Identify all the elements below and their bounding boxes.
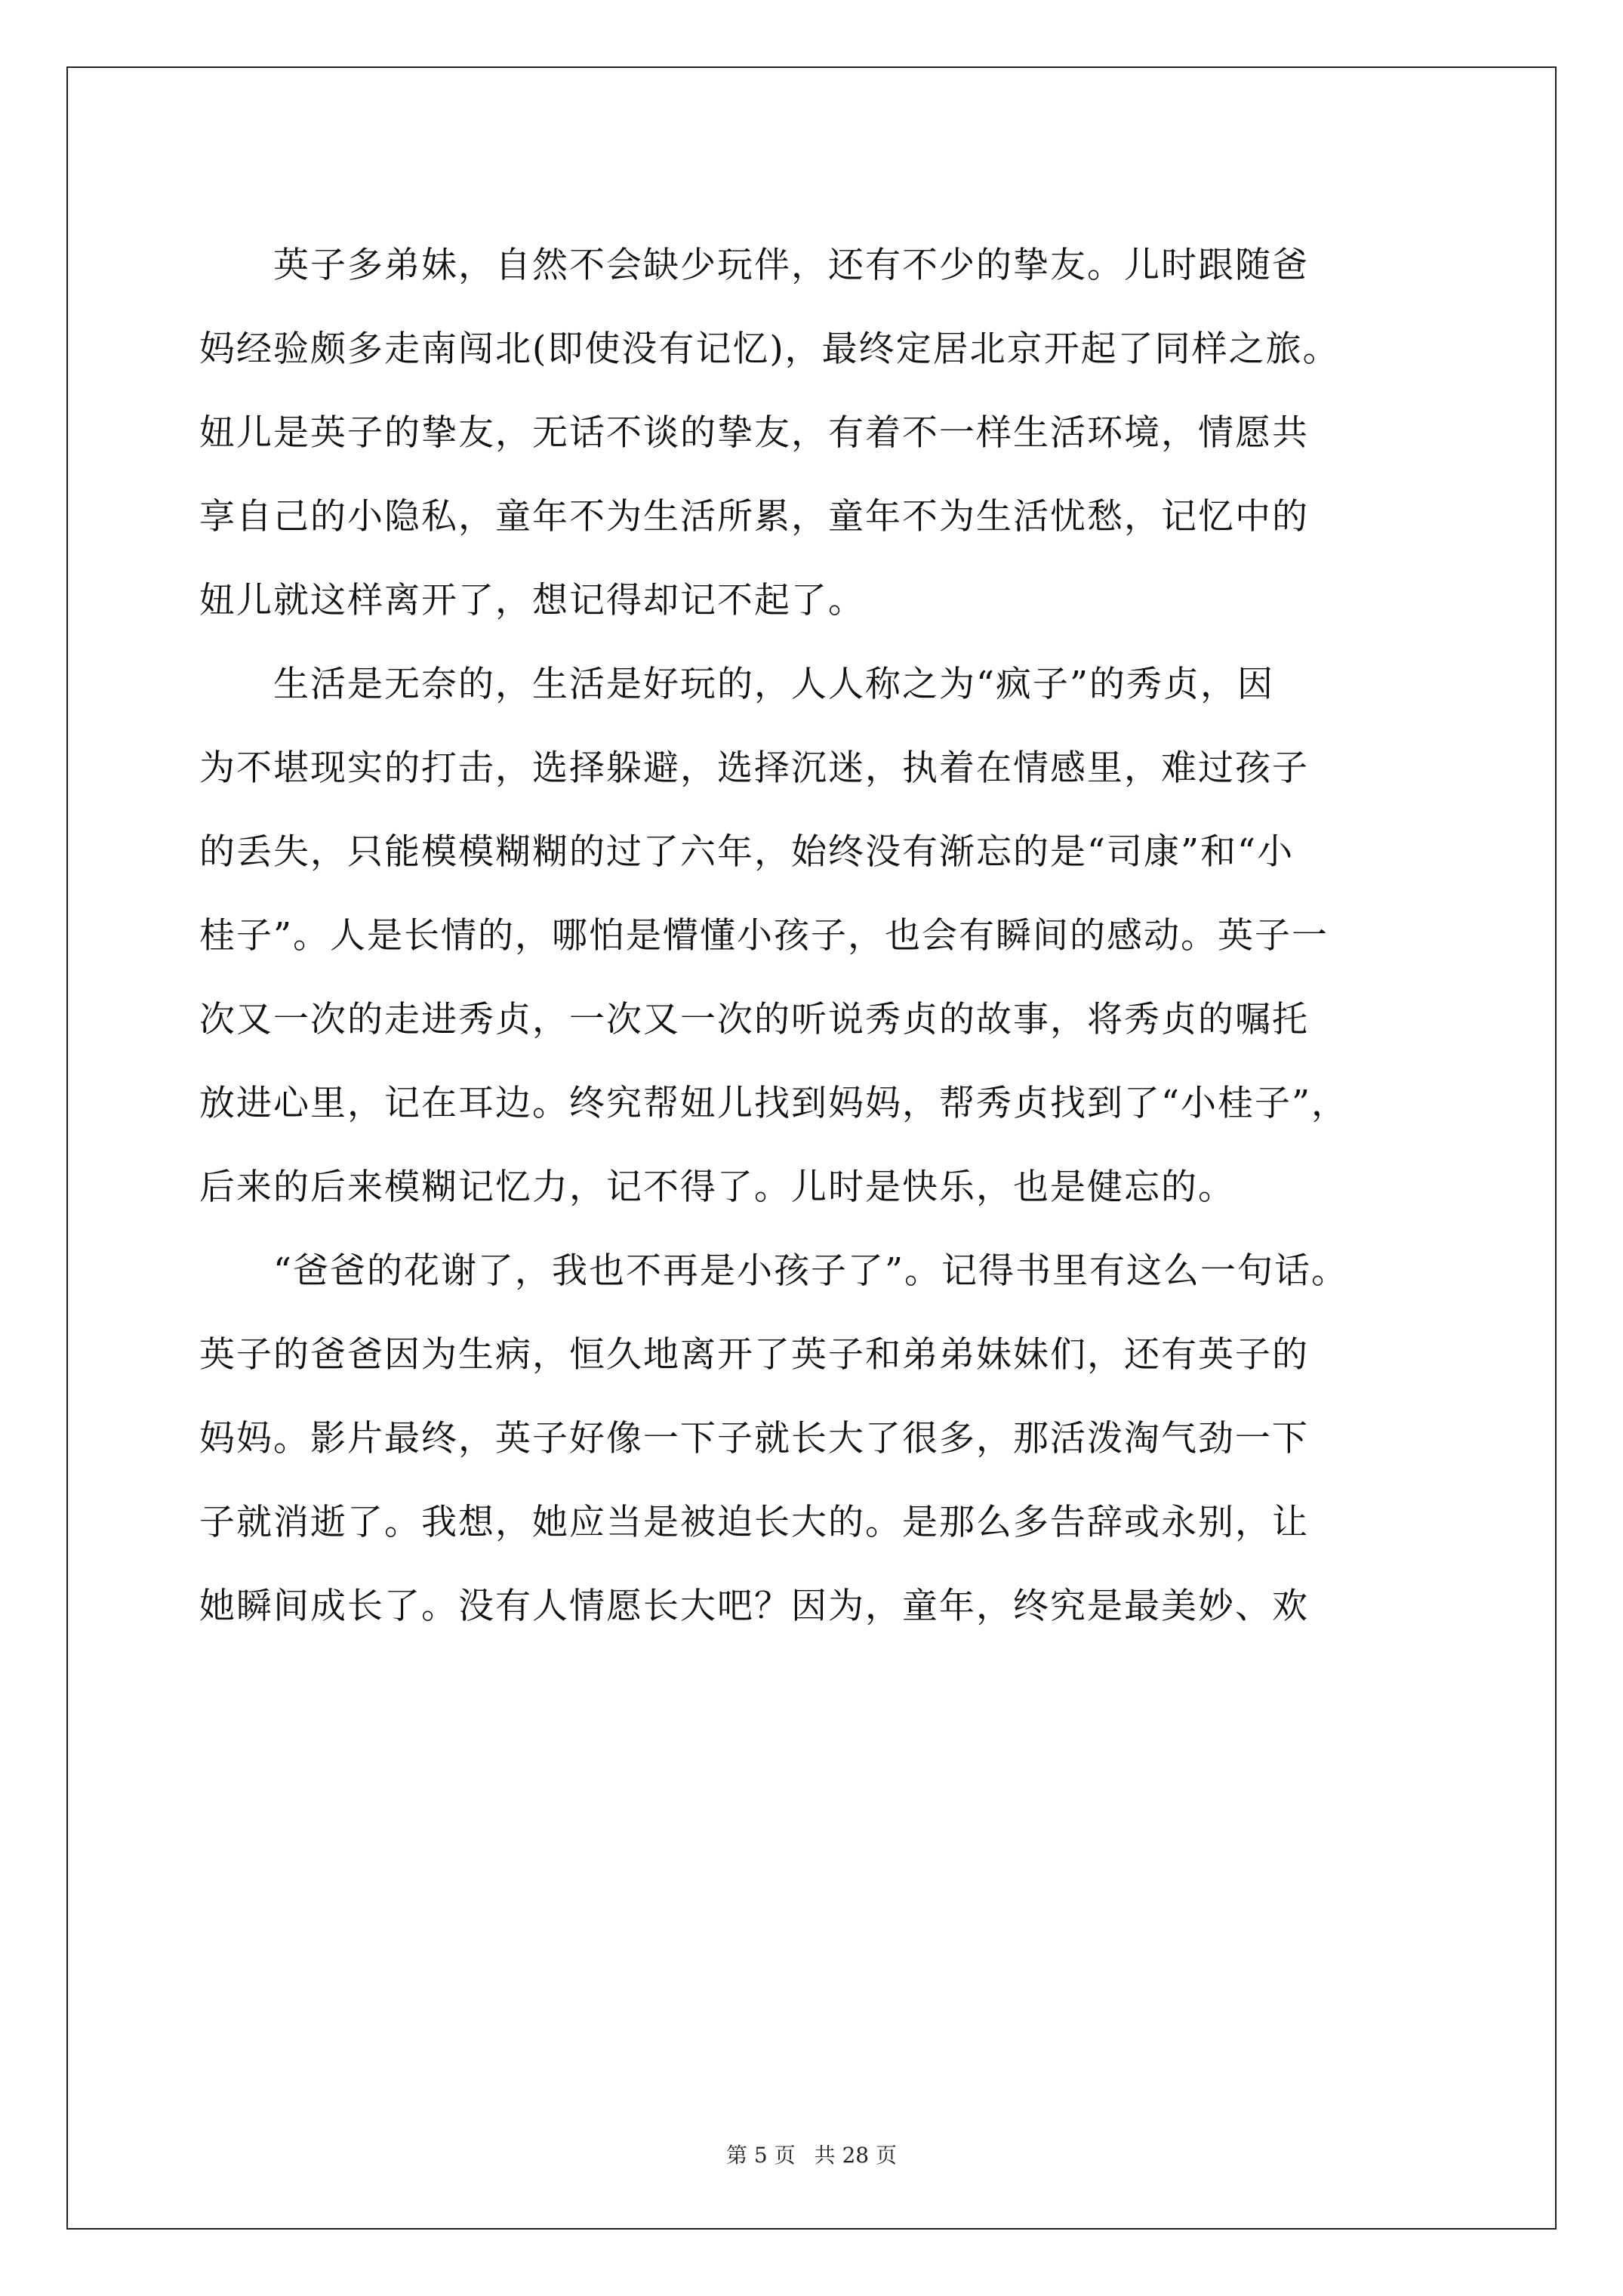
text-line: “爸爸的花谢了，我也不再是小孩子了”。记得书里有这么一句话。 [199, 1250, 1349, 1292]
text-line: 妈经验颇多走南闯北(即使没有记忆)，最终定居北京开起了同样之旅。 [199, 328, 1340, 370]
text-line: 后来的后来模糊记忆力，记不得了。儿时是快乐，也是健忘的。 [199, 1166, 1235, 1208]
page-number: 第 5 页 [726, 2143, 796, 2168]
text-line: 妞儿是英子的挚友，无话不谈的挚友，有着不一样生活环境，情愿共 [199, 412, 1309, 454]
text-line: 她瞬间成长了。没有人情愿长大吧？因为，童年，终究是最美妙、欢 [199, 1586, 1309, 1627]
text-line: 生活是无奈的，生活是好玩的，人人称之为“疯子”的秀贞，因 [199, 664, 1275, 705]
text-line: 次又一次的走进秀贞，一次又一次的听说秀贞的故事，将秀贞的嘱托 [199, 999, 1309, 1040]
page-footer [0, 2140, 1623, 2171]
text-line: 妈妈。影片最终，英子好像一下子就长大了很多，那活泼淘气劲一下 [199, 1418, 1309, 1459]
text-line: 英子多弟妹，自然不会缺少玩伴，还有不少的挚友。儿时跟随爸 [199, 245, 1309, 286]
text-line: 的丢失，只能模模糊糊的过了六年，始终没有渐忘的是“司康”和“小 [199, 831, 1295, 873]
text-line: 桂子”。人是长情的，哪怕是懵懂小孩子，也会有瞬间的感动。英子一 [199, 915, 1329, 957]
body-text [199, 223, 1498, 1648]
text-line: 放进心里，记在耳边。终究帮妞儿找到妈妈，帮秀贞找到了“小桂子”， [199, 1083, 1349, 1124]
text-line: 享自己的小隐私，童年不为生活所累，童年不为生活忧愁，记忆中的 [199, 496, 1309, 538]
page-total: 共 28 页 [814, 2143, 897, 2168]
text-line: 子就消逝了。我想，她应当是被迫长大的。是那么多告辞或永别，让 [199, 1502, 1309, 1543]
text-line: 为不堪现实的打击，选择躲避，选择沉迷，执着在情感里，难过孩子 [199, 747, 1309, 789]
text-line: 英子的爸爸因为生病，恒久地离开了英子和弟弟妹妹们，还有英子的 [199, 1334, 1309, 1376]
text-line: 妞儿就这样离开了，想记得却记不起了。 [199, 580, 865, 621]
